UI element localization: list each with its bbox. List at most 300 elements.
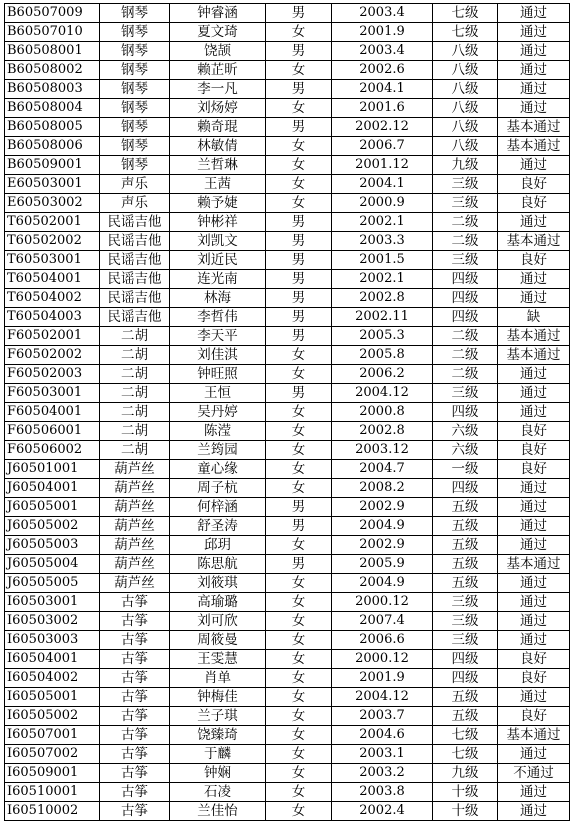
table-row xyxy=(5,688,570,707)
table-row xyxy=(5,707,570,726)
gender-cell: 女 xyxy=(266,574,332,593)
result-cell: 基本通过 xyxy=(498,327,570,346)
table-row xyxy=(5,802,570,821)
birth-date-cell: 2004.9 xyxy=(332,574,433,593)
result-cell: 通过 xyxy=(498,631,570,650)
instrument-cell: 声乐 xyxy=(100,194,170,213)
table-row xyxy=(5,574,570,593)
name-cell: 刘近民 xyxy=(170,251,266,270)
table-row xyxy=(5,441,570,460)
table-body xyxy=(5,4,570,821)
exam-id-cell: J60505001 xyxy=(5,498,100,517)
gender-cell: 女 xyxy=(266,479,332,498)
birth-date-cell: 2002.1 xyxy=(332,213,433,232)
gender-cell: 女 xyxy=(266,783,332,802)
exam-id-cell: I60505001 xyxy=(5,688,100,707)
birth-date-cell: 2004.1 xyxy=(332,80,433,99)
gender-cell: 女 xyxy=(266,422,332,441)
results-table xyxy=(4,3,570,821)
level-cell: 八级 xyxy=(433,61,498,80)
result-cell: 缺 xyxy=(498,308,570,327)
birth-date-cell: 2002.9 xyxy=(332,536,433,555)
gender-cell: 男 xyxy=(266,42,332,61)
table-row xyxy=(5,365,570,384)
birth-date-cell: 2004.9 xyxy=(332,517,433,536)
gender-cell: 女 xyxy=(266,688,332,707)
result-cell: 良好 xyxy=(498,422,570,441)
birth-date-cell: 2008.2 xyxy=(332,479,433,498)
table-row xyxy=(5,536,570,555)
level-cell: 三级 xyxy=(433,194,498,213)
instrument-cell: 民谣吉他 xyxy=(100,308,170,327)
result-cell: 通过 xyxy=(498,536,570,555)
birth-date-cell: 2004.1 xyxy=(332,175,433,194)
gender-cell: 女 xyxy=(266,61,332,80)
instrument-cell: 古筝 xyxy=(100,802,170,821)
gender-cell: 男 xyxy=(266,80,332,99)
instrument-cell: 钢琴 xyxy=(100,4,170,23)
result-cell: 通过 xyxy=(498,479,570,498)
gender-cell: 男 xyxy=(266,232,332,251)
result-cell: 通过 xyxy=(498,612,570,631)
table-row xyxy=(5,270,570,289)
birth-date-cell: 2005.8 xyxy=(332,346,433,365)
exam-id-cell: I60510002 xyxy=(5,802,100,821)
result-cell: 通过 xyxy=(498,270,570,289)
level-cell: 四级 xyxy=(433,650,498,669)
name-cell: 王雯慧 xyxy=(170,650,266,669)
table-row xyxy=(5,479,570,498)
instrument-cell: 葫芦丝 xyxy=(100,498,170,517)
exam-id-cell: B60508001 xyxy=(5,42,100,61)
instrument-cell: 古筝 xyxy=(100,764,170,783)
birth-date-cell: 2004.6 xyxy=(332,726,433,745)
exam-id-cell: T60502002 xyxy=(5,232,100,251)
instrument-cell: 古筝 xyxy=(100,650,170,669)
level-cell: 九级 xyxy=(433,156,498,175)
result-cell: 良好 xyxy=(498,650,570,669)
instrument-cell: 二胡 xyxy=(100,346,170,365)
level-cell: 五级 xyxy=(433,574,498,593)
gender-cell: 男 xyxy=(266,384,332,403)
name-cell: 赖奇琨 xyxy=(170,118,266,137)
birth-date-cell: 2002.12 xyxy=(332,118,433,137)
table-row xyxy=(5,251,570,270)
level-cell: 三级 xyxy=(433,593,498,612)
exam-id-cell: T60503001 xyxy=(5,251,100,270)
instrument-cell: 民谣吉他 xyxy=(100,289,170,308)
table-row xyxy=(5,783,570,802)
instrument-cell: 古筝 xyxy=(100,688,170,707)
birth-date-cell: 2002.8 xyxy=(332,422,433,441)
name-cell: 夏文琦 xyxy=(170,23,266,42)
gender-cell: 男 xyxy=(266,555,332,574)
result-cell: 良好 xyxy=(498,707,570,726)
birth-date-cell: 2001.12 xyxy=(332,156,433,175)
birth-date-cell: 2000.12 xyxy=(332,650,433,669)
result-cell: 通过 xyxy=(498,80,570,99)
exam-id-cell: E60503002 xyxy=(5,194,100,213)
level-cell: 八级 xyxy=(433,42,498,61)
birth-date-cell: 2000.8 xyxy=(332,403,433,422)
exam-id-cell: J60505005 xyxy=(5,574,100,593)
instrument-cell: 古筝 xyxy=(100,669,170,688)
result-cell: 通过 xyxy=(498,23,570,42)
name-cell: 周筱曼 xyxy=(170,631,266,650)
birth-date-cell: 2003.4 xyxy=(332,4,433,23)
name-cell: 钟梅佳 xyxy=(170,688,266,707)
birth-date-cell: 2003.2 xyxy=(332,764,433,783)
birth-date-cell: 2006.2 xyxy=(332,365,433,384)
result-cell: 通过 xyxy=(498,574,570,593)
level-cell: 八级 xyxy=(433,99,498,118)
result-cell: 通过 xyxy=(498,783,570,802)
exam-id-cell: B60508002 xyxy=(5,61,100,80)
name-cell: 刘凯文 xyxy=(170,232,266,251)
name-cell: 饶颉 xyxy=(170,42,266,61)
level-cell: 五级 xyxy=(433,517,498,536)
instrument-cell: 民谣吉他 xyxy=(100,270,170,289)
result-cell: 基本通过 xyxy=(498,232,570,251)
name-cell: 李天平 xyxy=(170,327,266,346)
birth-date-cell: 2004.7 xyxy=(332,460,433,479)
table-row xyxy=(5,118,570,137)
birth-date-cell: 2002.1 xyxy=(332,270,433,289)
gender-cell: 女 xyxy=(266,99,332,118)
gender-cell: 女 xyxy=(266,631,332,650)
exam-id-cell: F60506002 xyxy=(5,441,100,460)
name-cell: 周子杭 xyxy=(170,479,266,498)
result-cell: 通过 xyxy=(498,61,570,80)
exam-id-cell: T60502001 xyxy=(5,213,100,232)
exam-id-cell: B60508005 xyxy=(5,118,100,137)
exam-id-cell: J60504001 xyxy=(5,479,100,498)
result-cell: 通过 xyxy=(498,403,570,422)
gender-cell: 男 xyxy=(266,498,332,517)
name-cell: 林海 xyxy=(170,289,266,308)
gender-cell: 女 xyxy=(266,23,332,42)
result-cell: 通过 xyxy=(498,99,570,118)
level-cell: 五级 xyxy=(433,707,498,726)
level-cell: 五级 xyxy=(433,536,498,555)
table-row xyxy=(5,289,570,308)
level-cell: 四级 xyxy=(433,270,498,289)
instrument-cell: 民谣吉他 xyxy=(100,232,170,251)
birth-date-cell: 2002.11 xyxy=(332,308,433,327)
birth-date-cell: 2003.8 xyxy=(332,783,433,802)
name-cell: 邱玥 xyxy=(170,536,266,555)
exam-id-cell: T60504003 xyxy=(5,308,100,327)
instrument-cell: 声乐 xyxy=(100,175,170,194)
instrument-cell: 二胡 xyxy=(100,365,170,384)
birth-date-cell: 2001.9 xyxy=(332,669,433,688)
exam-id-cell: I60507001 xyxy=(5,726,100,745)
name-cell: 石凌 xyxy=(170,783,266,802)
gender-cell: 男 xyxy=(266,4,332,23)
name-cell: 童心缘 xyxy=(170,460,266,479)
level-cell: 七级 xyxy=(433,726,498,745)
exam-id-cell: T60504001 xyxy=(5,270,100,289)
gender-cell: 女 xyxy=(266,707,332,726)
result-cell: 良好 xyxy=(498,441,570,460)
name-cell: 刘筱琪 xyxy=(170,574,266,593)
table-row xyxy=(5,4,570,23)
gender-cell: 女 xyxy=(266,137,332,156)
result-cell: 通过 xyxy=(498,42,570,61)
gender-cell: 男 xyxy=(266,308,332,327)
exam-id-cell: B60508006 xyxy=(5,137,100,156)
exam-id-cell: F60503001 xyxy=(5,384,100,403)
exam-id-cell: B60509001 xyxy=(5,156,100,175)
gender-cell: 女 xyxy=(266,593,332,612)
exam-id-cell: F60506001 xyxy=(5,422,100,441)
birth-date-cell: 2003.1 xyxy=(332,745,433,764)
level-cell: 六级 xyxy=(433,441,498,460)
instrument-cell: 古筝 xyxy=(100,745,170,764)
result-cell: 基本通过 xyxy=(498,346,570,365)
name-cell: 刘佳淇 xyxy=(170,346,266,365)
level-cell: 八级 xyxy=(433,80,498,99)
instrument-cell: 钢琴 xyxy=(100,99,170,118)
table-row xyxy=(5,517,570,536)
name-cell: 何梓涵 xyxy=(170,498,266,517)
gender-cell: 女 xyxy=(266,194,332,213)
level-cell: 六级 xyxy=(433,422,498,441)
birth-date-cell: 2005.3 xyxy=(332,327,433,346)
table-row xyxy=(5,175,570,194)
result-cell: 通过 xyxy=(498,289,570,308)
exam-id-cell: I60504002 xyxy=(5,669,100,688)
exam-id-cell: F60504001 xyxy=(5,403,100,422)
exam-id-cell: B60507009 xyxy=(5,4,100,23)
name-cell: 连光南 xyxy=(170,270,266,289)
name-cell: 兰子琪 xyxy=(170,707,266,726)
instrument-cell: 民谣吉他 xyxy=(100,251,170,270)
birth-date-cell: 2007.4 xyxy=(332,612,433,631)
table-row xyxy=(5,23,570,42)
gender-cell: 女 xyxy=(266,441,332,460)
gender-cell: 男 xyxy=(266,327,332,346)
name-cell: 陈思航 xyxy=(170,555,266,574)
birth-date-cell: 2003.3 xyxy=(332,232,433,251)
instrument-cell: 钢琴 xyxy=(100,23,170,42)
instrument-cell: 葫芦丝 xyxy=(100,574,170,593)
birth-date-cell: 2006.7 xyxy=(332,137,433,156)
exam-id-cell: I60503003 xyxy=(5,631,100,650)
name-cell: 兰哲琳 xyxy=(170,156,266,175)
gender-cell: 男 xyxy=(266,517,332,536)
birth-date-cell: 2003.4 xyxy=(332,42,433,61)
name-cell: 赖芷昕 xyxy=(170,61,266,80)
gender-cell: 男 xyxy=(266,289,332,308)
result-cell: 良好 xyxy=(498,194,570,213)
table-row xyxy=(5,42,570,61)
name-cell: 舒圣涛 xyxy=(170,517,266,536)
exam-id-cell: F60502001 xyxy=(5,327,100,346)
result-cell: 良好 xyxy=(498,175,570,194)
name-cell: 刘可欣 xyxy=(170,612,266,631)
instrument-cell: 二胡 xyxy=(100,384,170,403)
instrument-cell: 二胡 xyxy=(100,403,170,422)
level-cell: 五级 xyxy=(433,498,498,517)
table-row xyxy=(5,422,570,441)
instrument-cell: 古筝 xyxy=(100,593,170,612)
name-cell: 于麟 xyxy=(170,745,266,764)
name-cell: 赖予婕 xyxy=(170,194,266,213)
gender-cell: 男 xyxy=(266,270,332,289)
table-row xyxy=(5,384,570,403)
birth-date-cell: 2002.9 xyxy=(332,498,433,517)
name-cell: 钟旺照 xyxy=(170,365,266,384)
table-row xyxy=(5,61,570,80)
result-cell: 基本通过 xyxy=(498,555,570,574)
level-cell: 三级 xyxy=(433,384,498,403)
name-cell: 陈滢 xyxy=(170,422,266,441)
level-cell: 七级 xyxy=(433,745,498,764)
gender-cell: 女 xyxy=(266,403,332,422)
table-row xyxy=(5,403,570,422)
level-cell: 二级 xyxy=(433,213,498,232)
birth-date-cell: 2001.5 xyxy=(332,251,433,270)
result-cell: 通过 xyxy=(498,745,570,764)
level-cell: 九级 xyxy=(433,764,498,783)
table-row xyxy=(5,156,570,175)
exam-id-cell: F60502003 xyxy=(5,365,100,384)
instrument-cell: 葫芦丝 xyxy=(100,555,170,574)
gender-cell: 女 xyxy=(266,156,332,175)
instrument-cell: 钢琴 xyxy=(100,137,170,156)
exam-id-cell: J60505004 xyxy=(5,555,100,574)
name-cell: 吴丹婷 xyxy=(170,403,266,422)
table-row xyxy=(5,80,570,99)
name-cell: 刘炀婷 xyxy=(170,99,266,118)
exam-id-cell: J60505002 xyxy=(5,517,100,536)
table-row xyxy=(5,764,570,783)
table-row xyxy=(5,232,570,251)
exam-id-cell: I60509001 xyxy=(5,764,100,783)
level-cell: 三级 xyxy=(433,251,498,270)
result-cell: 通过 xyxy=(498,384,570,403)
table-row xyxy=(5,460,570,479)
level-cell: 七级 xyxy=(433,23,498,42)
instrument-cell: 葫芦丝 xyxy=(100,517,170,536)
instrument-cell: 民谣吉他 xyxy=(100,213,170,232)
birth-date-cell: 2006.6 xyxy=(332,631,433,650)
table-row xyxy=(5,194,570,213)
table-row xyxy=(5,669,570,688)
name-cell: 钟彬祥 xyxy=(170,213,266,232)
gender-cell: 女 xyxy=(266,460,332,479)
gender-cell: 女 xyxy=(266,612,332,631)
level-cell: 一级 xyxy=(433,460,498,479)
exam-id-cell: B60508003 xyxy=(5,80,100,99)
instrument-cell: 古筝 xyxy=(100,707,170,726)
result-cell: 通过 xyxy=(498,365,570,384)
instrument-cell: 钢琴 xyxy=(100,118,170,137)
table-row xyxy=(5,308,570,327)
instrument-cell: 二胡 xyxy=(100,422,170,441)
instrument-cell: 古筝 xyxy=(100,783,170,802)
table-row xyxy=(5,745,570,764)
instrument-cell: 钢琴 xyxy=(100,80,170,99)
exam-id-cell: I60507002 xyxy=(5,745,100,764)
result-cell: 良好 xyxy=(498,251,570,270)
level-cell: 二级 xyxy=(433,327,498,346)
birth-date-cell: 2001.6 xyxy=(332,99,433,118)
exam-id-cell: I60503002 xyxy=(5,612,100,631)
name-cell: 肖单 xyxy=(170,669,266,688)
exam-id-cell: E60503001 xyxy=(5,175,100,194)
exam-id-cell: I60505002 xyxy=(5,707,100,726)
level-cell: 二级 xyxy=(433,232,498,251)
result-cell: 通过 xyxy=(498,802,570,821)
level-cell: 二级 xyxy=(433,346,498,365)
instrument-cell: 葫芦丝 xyxy=(100,460,170,479)
name-cell: 兰筠园 xyxy=(170,441,266,460)
table-row xyxy=(5,137,570,156)
level-cell: 四级 xyxy=(433,308,498,327)
birth-date-cell: 2002.4 xyxy=(332,802,433,821)
gender-cell: 男 xyxy=(266,213,332,232)
birth-date-cell: 2000.9 xyxy=(332,194,433,213)
table-row xyxy=(5,327,570,346)
level-cell: 三级 xyxy=(433,631,498,650)
birth-date-cell: 2004.12 xyxy=(332,384,433,403)
table-row xyxy=(5,726,570,745)
level-cell: 二级 xyxy=(433,365,498,384)
name-cell: 钟娴 xyxy=(170,764,266,783)
gender-cell: 女 xyxy=(266,175,332,194)
table-row xyxy=(5,612,570,631)
level-cell: 五级 xyxy=(433,555,498,574)
instrument-cell: 钢琴 xyxy=(100,156,170,175)
name-cell: 林敏倩 xyxy=(170,137,266,156)
name-cell: 高瑜璐 xyxy=(170,593,266,612)
result-cell: 通过 xyxy=(498,688,570,707)
gender-cell: 女 xyxy=(266,764,332,783)
exam-id-cell: B60507010 xyxy=(5,23,100,42)
table-row xyxy=(5,498,570,517)
gender-cell: 女 xyxy=(266,802,332,821)
result-cell: 良好 xyxy=(498,460,570,479)
level-cell: 四级 xyxy=(433,479,498,498)
gender-cell: 女 xyxy=(266,346,332,365)
instrument-cell: 葫芦丝 xyxy=(100,479,170,498)
birth-date-cell: 2000.12 xyxy=(332,593,433,612)
result-cell: 基本通过 xyxy=(498,137,570,156)
exam-id-cell: I60503001 xyxy=(5,593,100,612)
level-cell: 十级 xyxy=(433,783,498,802)
result-cell: 通过 xyxy=(498,4,570,23)
gender-cell: 女 xyxy=(266,745,332,764)
result-cell: 通过 xyxy=(498,213,570,232)
table-row xyxy=(5,213,570,232)
exam-id-cell: B60508004 xyxy=(5,99,100,118)
level-cell: 四级 xyxy=(433,289,498,308)
result-cell: 通过 xyxy=(498,156,570,175)
instrument-cell: 古筝 xyxy=(100,631,170,650)
result-cell: 基本通过 xyxy=(498,726,570,745)
birth-date-cell: 2002.8 xyxy=(332,289,433,308)
birth-date-cell: 2005.9 xyxy=(332,555,433,574)
table-row xyxy=(5,593,570,612)
name-cell: 李一凡 xyxy=(170,80,266,99)
birth-date-cell: 2004.12 xyxy=(332,688,433,707)
instrument-cell: 钢琴 xyxy=(100,61,170,80)
table-row xyxy=(5,631,570,650)
level-cell: 八级 xyxy=(433,137,498,156)
birth-date-cell: 2001.9 xyxy=(332,23,433,42)
